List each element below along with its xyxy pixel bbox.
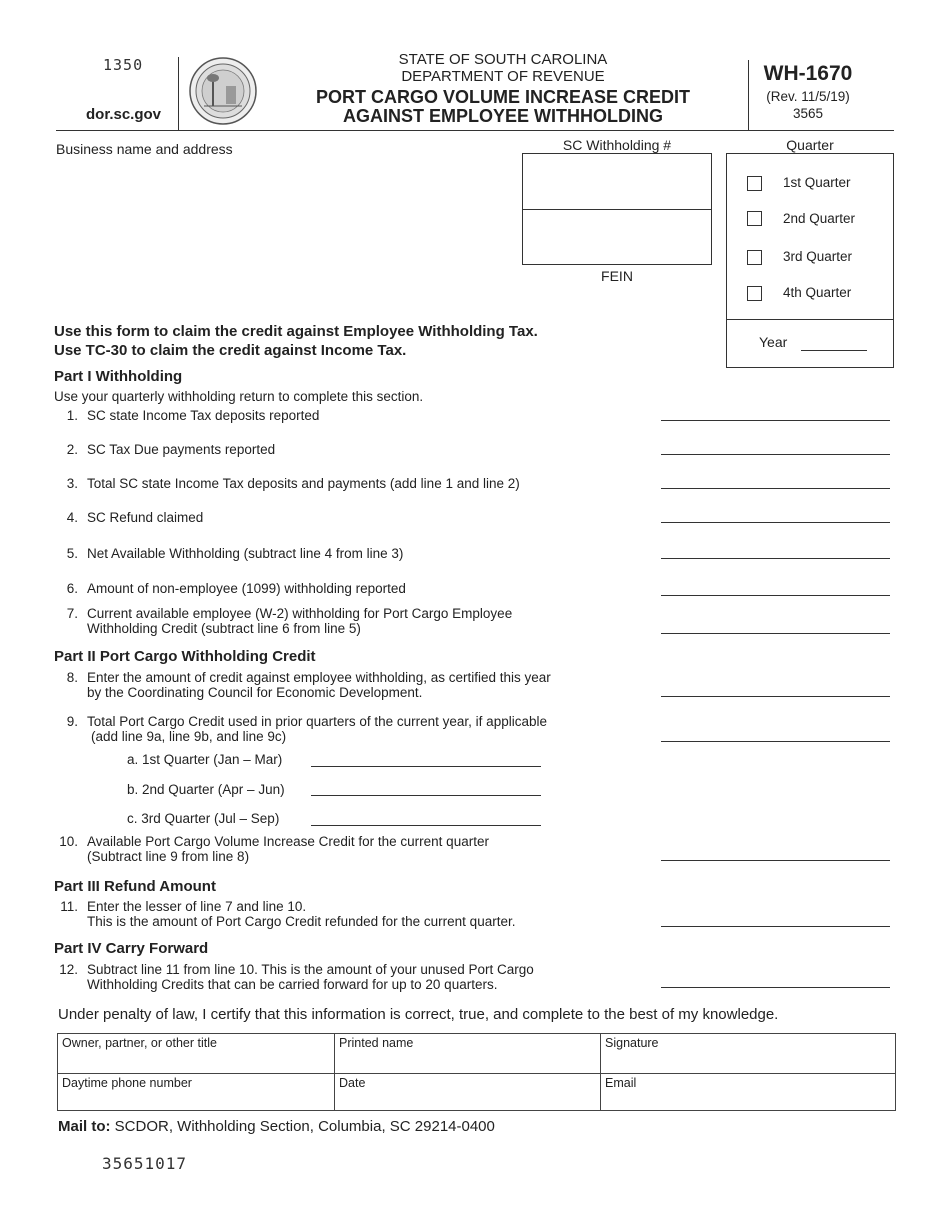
line-9c-amount[interactable]	[311, 825, 541, 826]
year-divider	[727, 319, 893, 320]
line-10	[50, 834, 610, 866]
instruction-line1: Use this form to claim the credit against Employee Withholding Tax.	[54, 323, 538, 340]
year-label: Year	[759, 334, 788, 350]
line-text: Available Port Cargo Volume Increase Credit for the current quarter	[87, 834, 489, 849]
line-number: 8.	[66, 670, 78, 685]
quarter-label: Quarter	[786, 137, 834, 153]
line-text: Enter the lesser of line 7 and line 10.	[87, 899, 307, 914]
line-7-amount[interactable]	[661, 633, 890, 634]
line-3	[50, 476, 610, 492]
mail-to-label: Mail to:	[58, 1118, 111, 1135]
line-number: 6.	[66, 581, 78, 596]
line-9	[50, 714, 610, 746]
line-3-amount[interactable]	[661, 488, 890, 489]
line-8	[50, 670, 610, 702]
line-10-amount[interactable]	[661, 860, 890, 861]
line-number: 3.	[66, 476, 78, 491]
line-number: 11.	[60, 899, 78, 914]
line-5	[50, 546, 610, 562]
line-text: Subtract line 11 from line 10. This is the amount of your unused Port Cargo	[87, 962, 534, 977]
signature-table	[57, 1033, 896, 1111]
form-title-line2: AGAINST EMPLOYEE WITHHOLDING	[342, 106, 663, 126]
line-4-amount[interactable]	[661, 522, 890, 523]
line-9a-label: a. 1st Quarter (Jan – Mar)	[127, 752, 283, 767]
form-id: 3565	[792, 106, 824, 121]
line-text: SC Refund claimed	[87, 510, 204, 525]
year-input[interactable]	[801, 350, 867, 351]
website: dor.sc.gov	[86, 106, 162, 123]
fein-label: FEIN	[601, 268, 633, 284]
line-number: 4.	[66, 510, 78, 525]
line-text-2: by the Coordinating Council for Economic Development.	[87, 685, 423, 700]
phone-field[interactable]	[58, 1074, 335, 1111]
line-8-amount[interactable]	[661, 696, 890, 697]
line-text: Total SC state Income Tax deposits and payments (add line 1 and line 2)	[87, 476, 520, 491]
state-seal	[188, 56, 258, 126]
line-9b-amount[interactable]	[311, 795, 541, 796]
line-text: SC state Income Tax deposits reported	[87, 408, 320, 423]
line-text-2: Withholding Credits that can be carried forward for up to 20 quarters.	[87, 977, 498, 992]
header-rule	[56, 130, 894, 131]
line-1	[50, 408, 610, 424]
line-9-amount[interactable]	[661, 741, 890, 742]
part4-title: Part IV Carry Forward	[54, 940, 209, 957]
withholding-fein-box	[522, 153, 712, 265]
line-number: 1.	[66, 408, 78, 423]
withholding-label: SC Withholding #	[562, 137, 672, 153]
header-divider-left	[178, 57, 179, 130]
quarter-1-checkbox[interactable]	[747, 176, 762, 191]
line-text-2: (add line 9a, line 9b, and line 9c)	[91, 729, 287, 744]
line-9b-label: b. 2nd Quarter (Apr – Jun)	[127, 782, 285, 797]
line-2-amount[interactable]	[661, 454, 890, 455]
date-label: Date	[339, 1076, 366, 1090]
line-11	[50, 899, 610, 931]
line-12	[50, 962, 610, 994]
quarter-3-label: 3rd Quarter	[783, 249, 853, 264]
signature-label: Signature	[605, 1036, 659, 1050]
form-title-line1: PORT CARGO VOLUME INCREASE CREDIT	[315, 87, 691, 107]
department-name: DEPARTMENT OF REVENUE	[401, 68, 605, 85]
mail-to-address: SCDOR, Withholding Section, Columbia, SC 29214-0400	[114, 1118, 495, 1135]
barcode-number: 35651017	[102, 1154, 188, 1173]
phone-label: Daytime phone number	[62, 1076, 192, 1090]
line-7	[50, 606, 610, 638]
line-4	[50, 510, 610, 526]
line-6-amount[interactable]	[661, 595, 890, 596]
line-text: Current available employee (W-2) withholding for Port Cargo Employee	[87, 606, 513, 621]
line-text: Total Port Cargo Credit used in prior quarters of the current year, if applicable	[87, 714, 547, 729]
signature-field[interactable]	[601, 1034, 896, 1074]
part1-subtitle: Use your quarterly withholding return to complete this section.	[54, 389, 424, 404]
line-number: 7.	[66, 606, 78, 621]
line-12-amount[interactable]	[661, 987, 890, 988]
line-number: 9.	[66, 714, 78, 729]
quarter-2-checkbox[interactable]	[747, 211, 762, 226]
line-text: SC Tax Due payments reported	[87, 442, 276, 457]
line-text-2: Withholding Credit (subtract line 6 from line 5)	[87, 621, 361, 636]
part2-title: Part II Port Cargo Withholding Credit	[54, 648, 316, 665]
line-number: 2.	[66, 442, 78, 457]
line-number: 10.	[59, 834, 78, 849]
line-text-2: This is the amount of Port Cargo Credit refunded for the current quarter.	[87, 914, 516, 929]
part3-title: Part III Refund Amount	[54, 878, 216, 895]
quarter-3-checkbox[interactable]	[747, 250, 762, 265]
quarter-2-label: 2nd Quarter	[783, 211, 856, 226]
line-number: 5.	[66, 546, 78, 561]
quarter-1-label: 1st Quarter	[783, 175, 851, 190]
date-field[interactable]	[335, 1074, 601, 1111]
quarter-4-label: 4th Quarter	[783, 285, 852, 300]
quarter-4-checkbox[interactable]	[747, 286, 762, 301]
business-name-label: Business name and address	[56, 141, 233, 157]
certification-text: Under penalty of law, I certify that this information is correct, true, and complete to the best of my knowledge.	[58, 1006, 779, 1023]
line-text: Amount of non-employee (1099) withholding reported	[87, 581, 406, 596]
form-code-top: 1350	[103, 56, 144, 74]
owner-title-field[interactable]	[58, 1034, 335, 1074]
line-text-2: (Subtract line 9 from line 8)	[87, 849, 250, 864]
line-9a-amount[interactable]	[311, 766, 541, 767]
line-text: Enter the amount of credit against employee withholding, as certified this year	[87, 670, 551, 685]
line-5-amount[interactable]	[661, 558, 890, 559]
line-2	[50, 442, 610, 458]
email-field[interactable]	[601, 1074, 896, 1111]
business-name-address-field[interactable]	[56, 160, 506, 310]
owner-title-label: Owner, partner, or other title	[62, 1036, 217, 1050]
line-1-amount[interactable]	[661, 420, 890, 421]
form-number: WH-1670	[763, 62, 853, 85]
line-text: Net Available Withholding (subtract line 4 from line 3)	[87, 546, 404, 561]
fein-input[interactable]	[523, 210, 711, 264]
printed-name-field[interactable]	[335, 1034, 601, 1074]
line-number: 12.	[59, 962, 78, 977]
line-11-amount[interactable]	[661, 926, 890, 927]
state-name: STATE OF SOUTH CAROLINA	[398, 51, 608, 68]
part1-title: Part I Withholding	[54, 368, 183, 385]
mail-to	[58, 1118, 495, 1135]
instruction-line2: Use TC-30 to claim the credit against Income Tax.	[54, 342, 407, 359]
line-9c-label: c. 3rd Quarter (Jul – Sep)	[127, 811, 280, 826]
email-label: Email	[605, 1076, 637, 1090]
quarter-box	[726, 153, 894, 368]
header-divider-right	[748, 60, 749, 130]
printed-name-label: Printed name	[339, 1036, 414, 1050]
line-6	[50, 581, 610, 597]
form-revision: (Rev. 11/5/19)	[766, 89, 850, 104]
sc-withholding-input[interactable]	[523, 154, 711, 210]
